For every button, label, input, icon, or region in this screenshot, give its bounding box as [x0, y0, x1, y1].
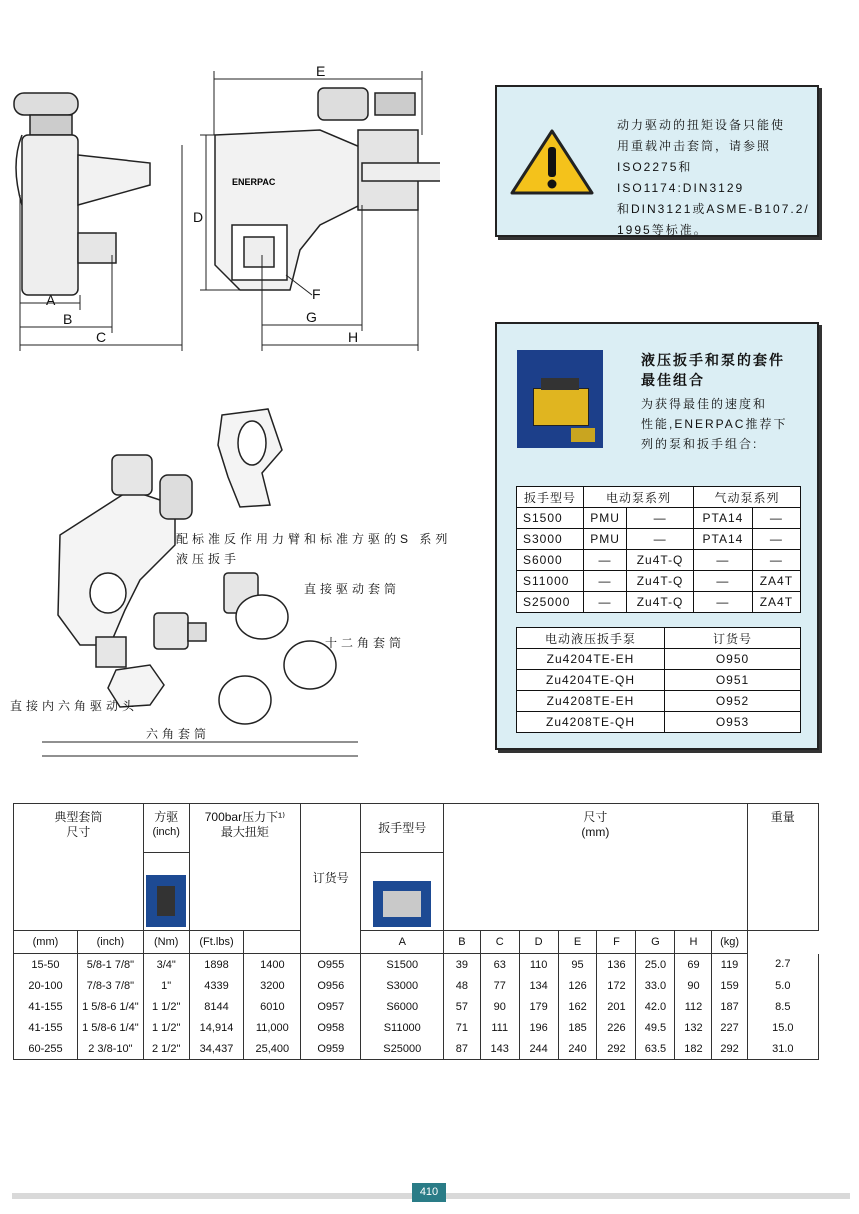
table-cell: 119	[712, 954, 747, 976]
table-cell: 159	[712, 975, 747, 996]
table-cell: 42.0	[636, 996, 675, 1017]
unit-header-cell: (Nm)	[143, 931, 189, 954]
table-cell: 95	[558, 954, 597, 976]
header-socket-line: 尺寸	[66, 825, 91, 839]
pump-table-cell: —	[694, 550, 753, 571]
table-cell: 1 5/8-6 1/4"	[77, 996, 143, 1017]
pump-table-header: 气动泵系列	[694, 487, 801, 508]
unit-header-cell: B	[444, 931, 481, 954]
pump-table-row	[517, 508, 801, 529]
callout-wrench-line: 液压扳手	[176, 552, 241, 566]
callout-twelve-point: 十二角套筒	[325, 636, 406, 650]
table-cell: 244	[519, 1038, 558, 1060]
table-row	[14, 975, 819, 996]
table-cell: 2 1/2"	[143, 1038, 189, 1060]
pump-table-cell: —	[627, 508, 694, 529]
warning-text	[617, 115, 817, 241]
table-cell: 31.0	[747, 1038, 818, 1060]
dimension-drawing	[0, 55, 440, 355]
table-cell: 227	[712, 1017, 747, 1038]
order-table-cell: O950	[665, 649, 801, 670]
table-cell: O956	[301, 975, 361, 996]
header-drive-line: 方驱	[154, 810, 179, 824]
unit-header-cell: D	[519, 931, 558, 954]
pump-table-cell: PMU	[584, 529, 627, 550]
unit-header-cell: A	[361, 931, 444, 954]
warning-box	[495, 85, 819, 237]
pump-table-cell: PTA14	[694, 508, 753, 529]
page-number: 410	[412, 1183, 446, 1202]
pump-table	[516, 486, 801, 613]
table-cell: 6010	[244, 996, 301, 1017]
table-cell: 196	[519, 1017, 558, 1038]
unit-header-cell: (inch)	[77, 931, 143, 954]
pump-table-cell: PTA14	[694, 529, 753, 550]
pump-table-cell: —	[584, 550, 627, 571]
order-table	[516, 627, 801, 733]
header-weight: 重量	[747, 804, 818, 931]
table-cell: S11000	[361, 1017, 444, 1038]
order-table-header: 电动液压扳手泵	[517, 628, 665, 649]
table-cell: 110	[519, 954, 558, 976]
table-cell: 11,000	[244, 1017, 301, 1038]
header-dimensions	[444, 804, 748, 931]
warning-triangle-icon	[509, 127, 595, 197]
order-table-header: 订货号	[665, 628, 801, 649]
pump-table-row	[517, 529, 801, 550]
drive-photo-cell	[143, 853, 189, 931]
pump-table-header: 扳手型号	[517, 487, 584, 508]
order-table-cell: Zu4204TE-EH	[517, 649, 665, 670]
dim-label-b: B	[63, 311, 73, 327]
order-table-cell: O953	[665, 712, 801, 733]
callout-direct-socket: 直接驱动套筒	[304, 582, 401, 596]
table-cell: 63.5	[636, 1038, 675, 1060]
table-cell: 187	[712, 996, 747, 1017]
table-cell: 57	[444, 996, 481, 1017]
callout-wrench-line: 配标准反作用力臂和标准方驱的S 系列	[176, 532, 452, 546]
order-table-row	[517, 649, 801, 670]
order-table-row	[517, 670, 801, 691]
unit-header-cell: (Ft.lbs)	[189, 931, 244, 954]
dim-label-e: E	[316, 63, 326, 79]
order-table-row	[517, 691, 801, 712]
warning-line: 动力驱动的扭矩设备只能使	[617, 118, 786, 132]
table-cell: 63	[480, 954, 519, 976]
table-cell: 2.7	[747, 954, 818, 976]
pump-table-cell: ZA4T	[752, 571, 800, 592]
pump-table-cell: —	[752, 508, 800, 529]
table-cell: 77	[480, 975, 519, 996]
table-cell: S6000	[361, 996, 444, 1017]
header-drive-line: (inch)	[152, 826, 180, 838]
header-drive	[143, 804, 189, 853]
order-table-cell: Zu4208TE-EH	[517, 691, 665, 712]
order-table-cell: O951	[665, 670, 801, 691]
table-cell: 15.0	[747, 1017, 818, 1038]
pump-table-cell: —	[584, 571, 627, 592]
table-cell: 7/8-3 7/8"	[77, 975, 143, 996]
header-torque-line: 最大扭矩	[220, 825, 269, 839]
table-cell: O958	[301, 1017, 361, 1038]
dim-label-c: C	[96, 329, 107, 345]
table-cell: 5.0	[747, 975, 818, 996]
table-cell: 87	[444, 1038, 481, 1060]
table-cell: 162	[558, 996, 597, 1017]
warning-line: 和DIN3121或ASME-B107.2/	[617, 202, 810, 216]
table-cell: 201	[597, 996, 636, 1017]
table-row	[14, 1017, 819, 1038]
table-cell: 1"	[143, 975, 189, 996]
warning-line: 1995等标准。	[617, 223, 708, 237]
table-cell: O959	[301, 1038, 361, 1060]
table-cell: 134	[519, 975, 558, 996]
package-title	[641, 350, 785, 390]
table-cell: 69	[675, 954, 712, 976]
package-title-line: 液压扳手和泵的套件	[641, 352, 785, 368]
table-cell: 90	[675, 975, 712, 996]
unit-header-cell: F	[597, 931, 636, 954]
table-cell: 8144	[189, 996, 244, 1017]
table-cell: 112	[675, 996, 712, 1017]
pump-table-row	[517, 592, 801, 613]
table-cell: 39	[444, 954, 481, 976]
table-cell: 1898	[189, 954, 244, 976]
header-torque	[189, 804, 301, 931]
table-cell: 2 3/8-10"	[77, 1038, 143, 1060]
pump-table-cell: —	[694, 592, 753, 613]
dim-label-a: A	[46, 292, 56, 308]
table-cell: 172	[597, 975, 636, 996]
header-order-number: 订货号	[301, 804, 361, 954]
order-table-cell: O952	[665, 691, 801, 712]
table-cell: 132	[675, 1017, 712, 1038]
table-cell: 25,400	[244, 1038, 301, 1060]
dim-label-d: D	[193, 209, 204, 225]
table-cell: 90	[480, 996, 519, 1017]
table-cell: 226	[597, 1017, 636, 1038]
spec-table	[13, 803, 819, 1060]
pump-table-cell: S1500	[517, 508, 584, 529]
table-cell: 1 1/2"	[143, 1017, 189, 1038]
warning-line: 用重载冲击套筒，请参照	[617, 139, 772, 153]
dim-label-g: G	[306, 309, 317, 325]
table-cell: O957	[301, 996, 361, 1017]
table-cell: 5/8-1 7/8"	[77, 954, 143, 976]
pump-table-cell: —	[627, 529, 694, 550]
table-cell: 292	[597, 1038, 636, 1060]
table-cell: 126	[558, 975, 597, 996]
table-row	[14, 996, 819, 1017]
package-title-line: 最佳组合	[641, 372, 705, 388]
package-desc-line: 为获得最佳的速度和	[641, 397, 768, 411]
table-cell: 240	[558, 1038, 597, 1060]
header-wrench-model: 扳手型号	[361, 804, 444, 853]
table-cell: 49.5	[636, 1017, 675, 1038]
table-cell: 15-50	[14, 954, 78, 976]
dim-label-h: H	[348, 329, 359, 345]
unit-header-cell: H	[675, 931, 712, 954]
table-row	[14, 1038, 819, 1060]
dim-label-f: F	[312, 286, 321, 302]
package-box	[495, 322, 819, 750]
pump-table-cell: S11000	[517, 571, 584, 592]
header-dims-line: 尺寸	[583, 810, 608, 824]
table-row	[14, 954, 819, 976]
pump-table-row	[517, 550, 801, 571]
unit-header-cell: (kg)	[712, 931, 747, 954]
table-cell: 60-255	[14, 1038, 78, 1060]
header-torque-line: 700bar压力下¹⁾	[204, 810, 286, 824]
order-table-cell: Zu4204TE-QH	[517, 670, 665, 691]
pump-table-cell: —	[584, 592, 627, 613]
pump-table-cell: ZA4T	[752, 592, 800, 613]
table-cell: 185	[558, 1017, 597, 1038]
pump-table-row	[517, 571, 801, 592]
table-cell: O955	[301, 954, 361, 976]
table-cell: 34,437	[189, 1038, 244, 1060]
unit-header-cell: C	[480, 931, 519, 954]
table-cell: 48	[444, 975, 481, 996]
pump-table-cell: PMU	[584, 508, 627, 529]
table-cell: S1500	[361, 954, 444, 976]
callout-hex-bit: 直接内六角驱动头	[10, 699, 139, 713]
unit-header-cell: (mm)	[14, 931, 78, 954]
wrench-photo	[373, 881, 431, 927]
table-cell: 71	[444, 1017, 481, 1038]
table-cell: 179	[519, 996, 558, 1017]
package-desc-line: 列的泵和扳手组合:	[641, 437, 759, 451]
pump-table-cell: S6000	[517, 550, 584, 571]
pump-table-cell: —	[752, 550, 800, 571]
pump-table-cell: —	[752, 529, 800, 550]
pump-table-cell: S25000	[517, 592, 584, 613]
pump-photo	[517, 350, 603, 448]
pump-table-cell: S3000	[517, 529, 584, 550]
table-cell: 143	[480, 1038, 519, 1060]
square-drive-photo	[146, 875, 186, 927]
table-cell: S3000	[361, 975, 444, 996]
table-cell: 3/4"	[143, 954, 189, 976]
pump-table-header: 电动泵系列	[584, 487, 694, 508]
unit-header-cell: G	[636, 931, 675, 954]
package-desc	[641, 394, 787, 454]
table-cell: 4339	[189, 975, 244, 996]
pump-table-cell: Zu4T-Q	[627, 571, 694, 592]
table-cell: 41-155	[14, 996, 78, 1017]
wrench-photo-cell	[361, 853, 444, 931]
pump-table-cell: Zu4T-Q	[627, 550, 694, 571]
table-cell: 3200	[244, 975, 301, 996]
table-cell: 33.0	[636, 975, 675, 996]
table-cell: S25000	[361, 1038, 444, 1060]
warning-line: ISO2275和ISO1174:DIN3129	[617, 160, 745, 195]
table-cell: 20-100	[14, 975, 78, 996]
table-cell: 1 1/2"	[143, 996, 189, 1017]
table-cell: 182	[675, 1038, 712, 1060]
table-cell: 292	[712, 1038, 747, 1060]
pump-table-cell: Zu4T-Q	[627, 592, 694, 613]
order-table-cell: Zu4208TE-QH	[517, 712, 665, 733]
unit-header-cell	[244, 931, 301, 954]
table-cell: 8.5	[747, 996, 818, 1017]
table-cell: 1 5/8-6 1/4"	[77, 1017, 143, 1038]
callout-hex-socket: 六角套筒	[146, 727, 211, 741]
callout-wrench	[176, 530, 451, 567]
unit-header-cell: E	[558, 931, 597, 954]
header-socket-line: 典型套筒	[54, 810, 103, 824]
table-cell: 111	[480, 1017, 519, 1038]
pump-table-cell: —	[694, 571, 753, 592]
header-dims-line: (mm)	[581, 825, 610, 839]
table-cell: 41-155	[14, 1017, 78, 1038]
table-cell: 136	[597, 954, 636, 976]
order-table-row	[517, 712, 801, 733]
brand-mark: ENERPAC	[232, 177, 276, 187]
table-cell: 1400	[244, 954, 301, 976]
table-cell: 14,914	[189, 1017, 244, 1038]
package-desc-line: 性能,ENERPAC推荐下	[641, 417, 788, 431]
table-cell: 25.0	[636, 954, 675, 976]
header-socket-size	[14, 804, 144, 931]
